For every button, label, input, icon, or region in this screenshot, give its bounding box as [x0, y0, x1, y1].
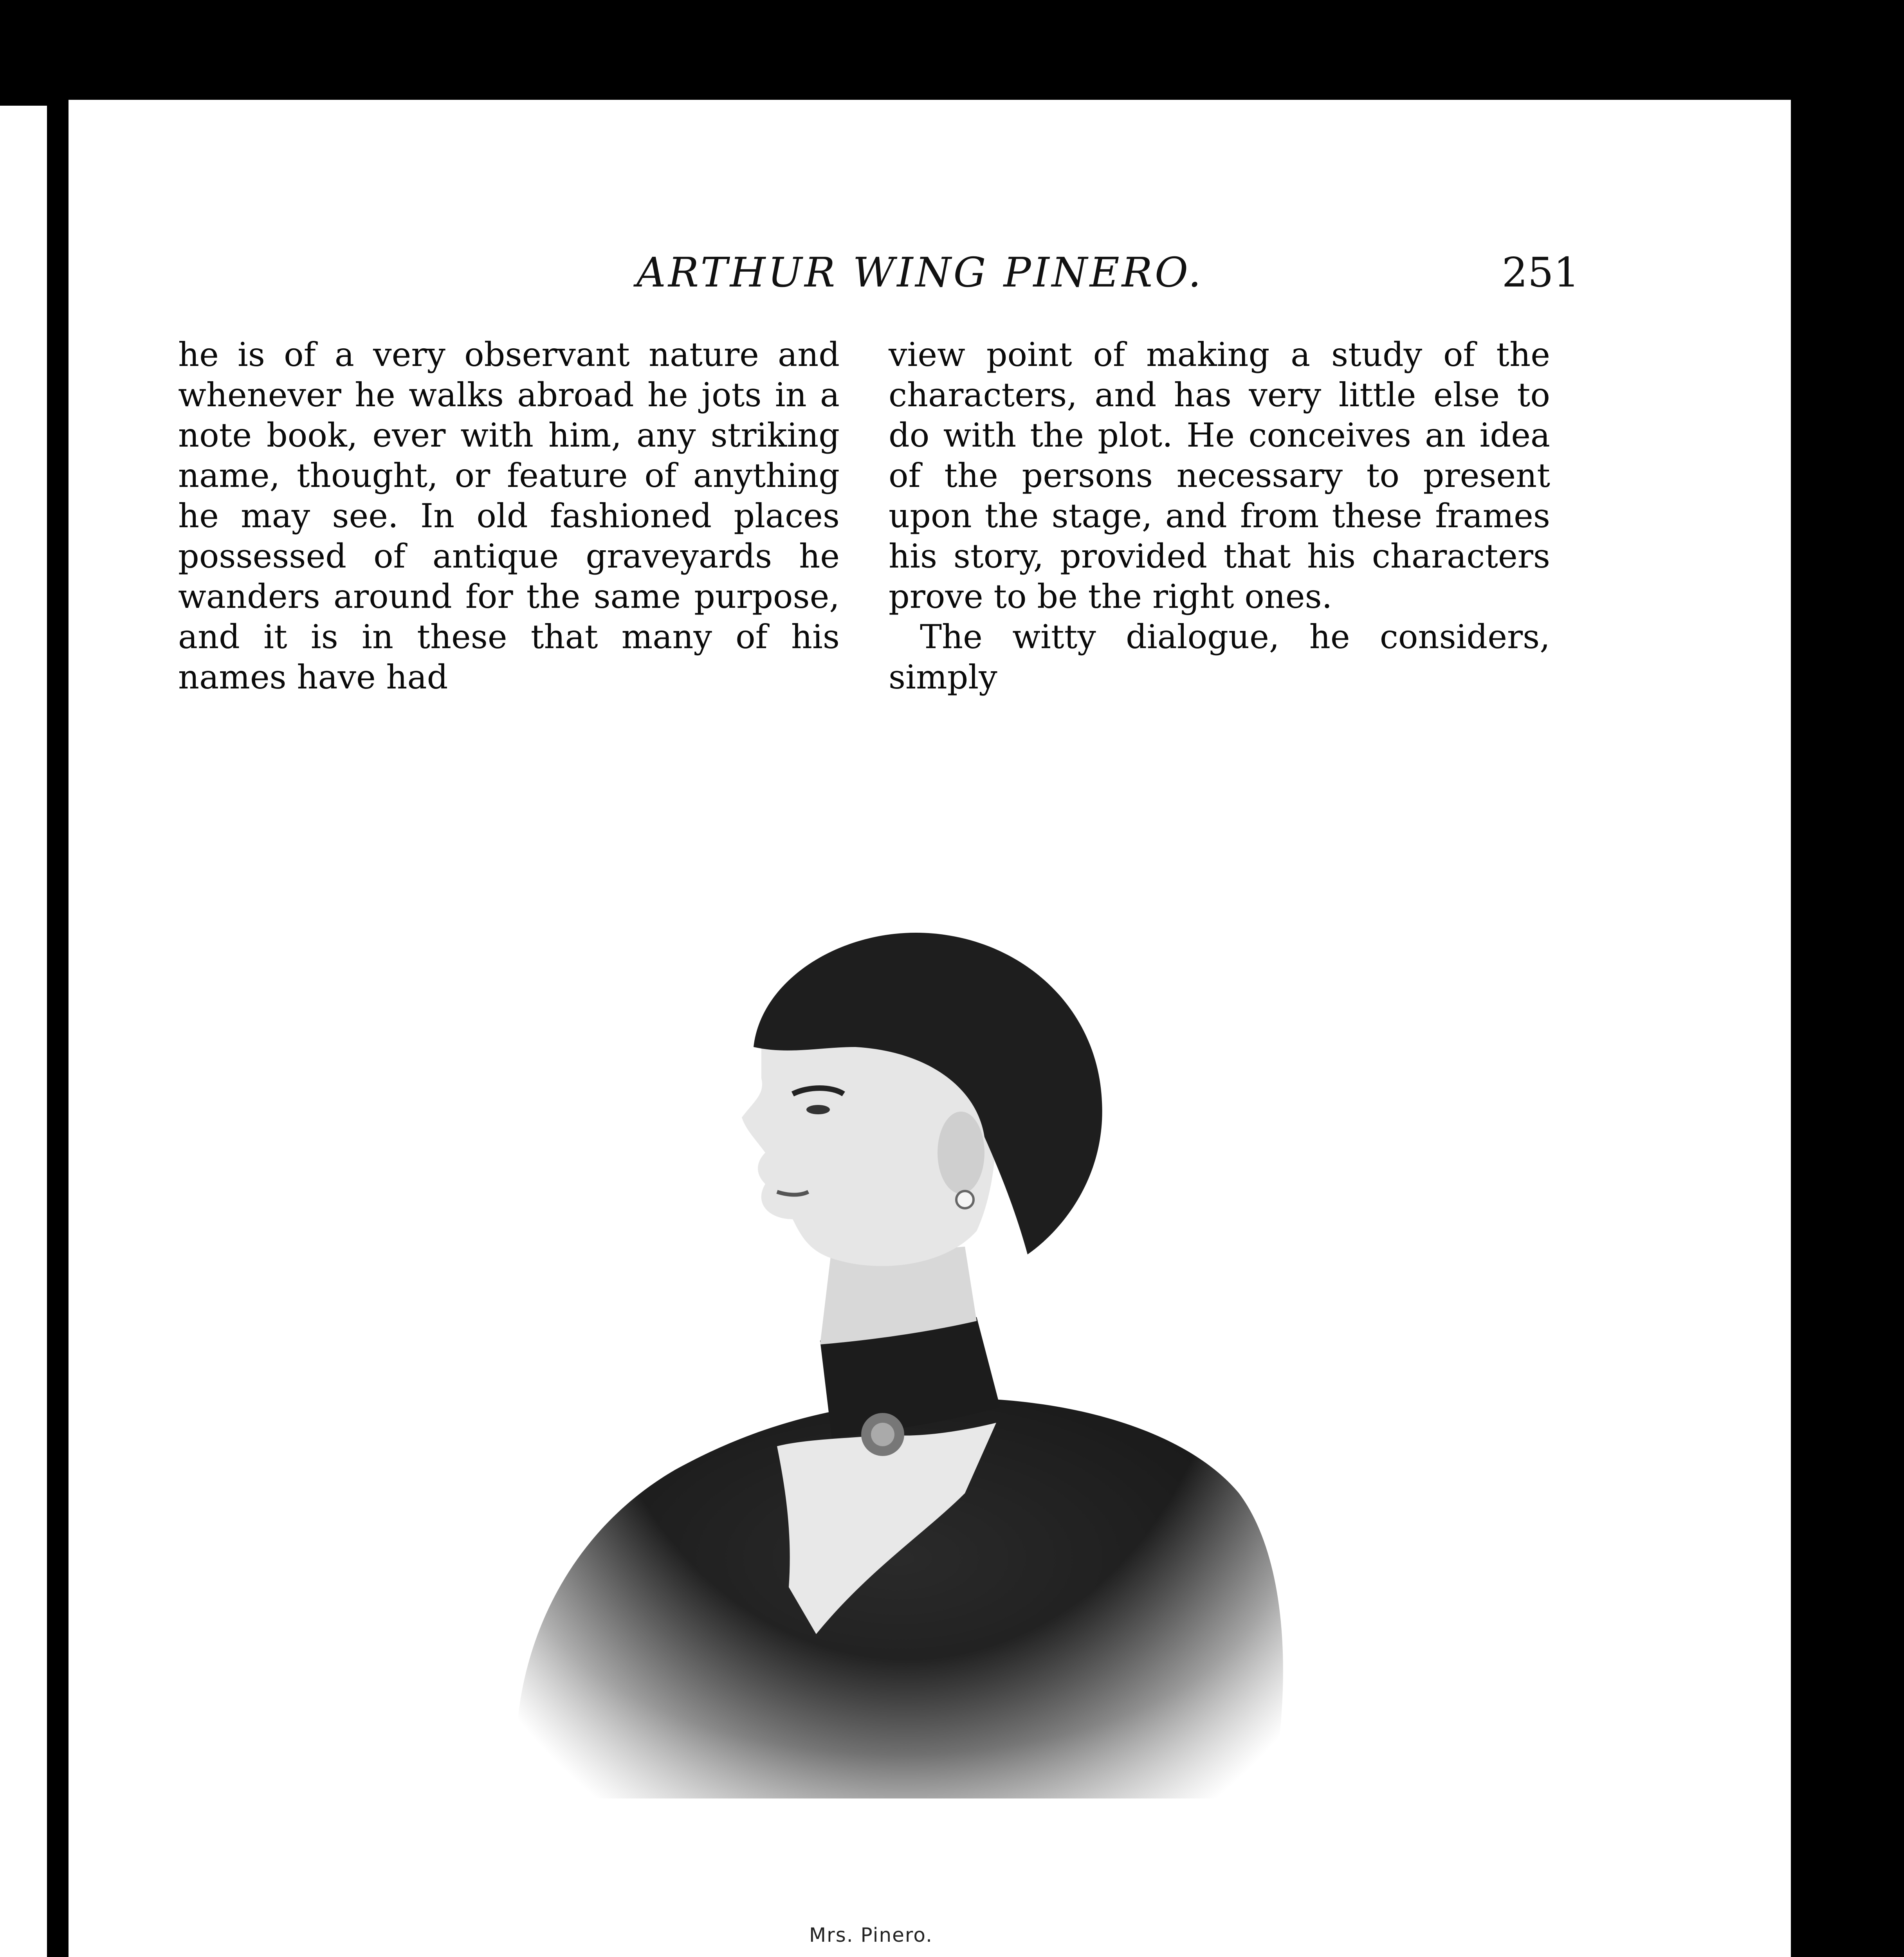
column-top-left	[178, 335, 840, 697]
column-top-right	[889, 335, 1550, 697]
figure-caption: Mrs. Pinero.	[809, 1924, 933, 1946]
running-head	[69, 249, 1791, 311]
paragraph: The witty dialogue, he considers, simply	[889, 618, 1550, 696]
portrait-photograph	[456, 796, 1356, 1861]
paragraph: he is of a very observant nature and whenever he walks abroad he jots in a note book, ever with him, any striking name, thought, or feature of anything he may see. In old fashioned places possessed of antique graveyards he wanders around for the same purpose, and it is in these that many of his names have had	[178, 335, 840, 696]
magazine-page	[69, 100, 1791, 1957]
running-title: ARTHUR WING PINERO.	[636, 249, 1204, 296]
page-number: 251	[1502, 249, 1579, 296]
paragraph: view point of making a study of the characters, and has very little else to do with the plot. He conceives an idea of the persons necessary to present upon the stage, and from these frames his story, provided that his characters prove to be the right ones.	[889, 335, 1550, 616]
facing-page-edge	[0, 106, 47, 1957]
